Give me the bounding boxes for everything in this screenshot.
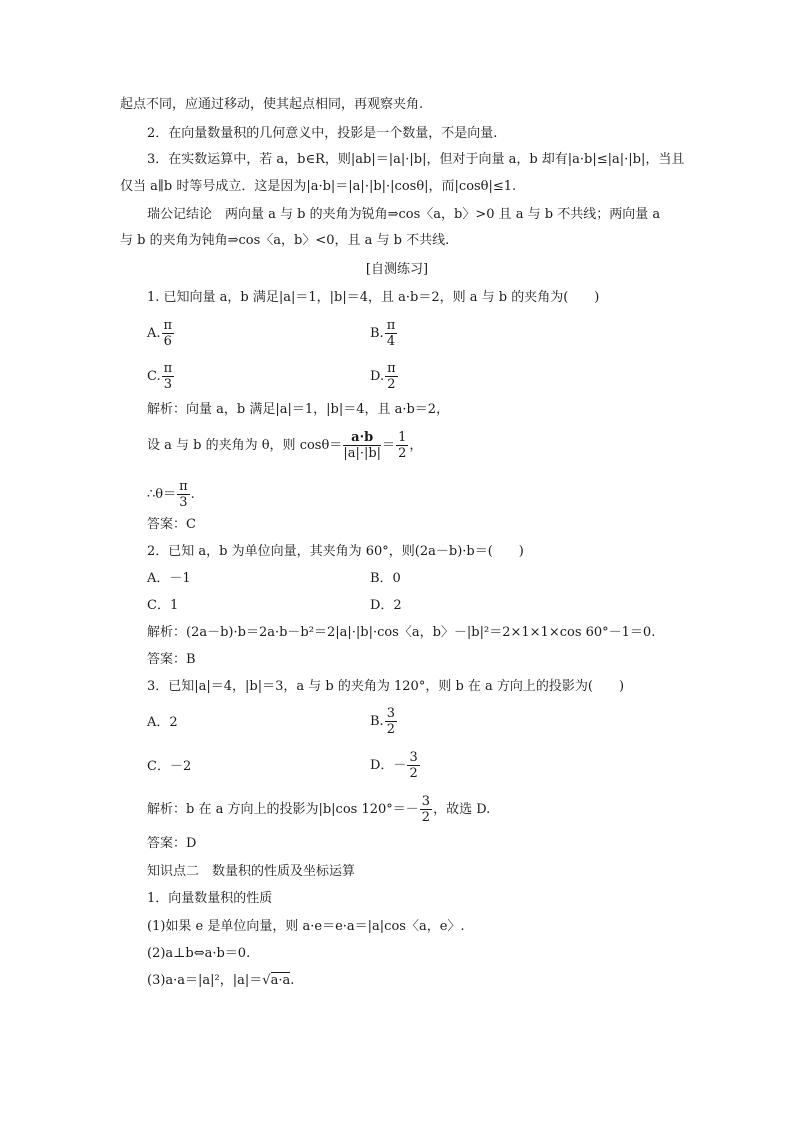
q1-solution-line-2: 设 a 与 b 的夹角为 θ，则 cosθ＝ $\frac{a\cdot b}{|a|\cdot|b|}$ ＝ $\frac{1}{2}$ ， bbox=[147, 430, 423, 461]
q3-solution: 解析：b 在 a 方向上的投影为|b|cos 120°＝－ $\frac{3}{2}$ ，故选 D. bbox=[147, 794, 491, 825]
q3-answer: 答案：D bbox=[147, 836, 197, 851]
q1-option-c: C. $\frac{\pi}{3}$ bbox=[147, 361, 173, 392]
q2-stem: 2．已知 a，b 为单位向量，其夹角为 60°，则(2a－b)·b＝( ) bbox=[147, 544, 524, 559]
sqrt-sign: √ bbox=[262, 973, 271, 988]
intro-line-6: 与 b 的夹角为钝角⇒cos〈a，b〉<0，且 a 与 b 不共线. bbox=[120, 233, 450, 248]
kp2-subtitle: 1．向量数量积的性质 bbox=[147, 891, 273, 906]
q1-answer: 答案：C bbox=[147, 517, 196, 532]
kp2-title: 知识点二 数量积的性质及坐标运算 bbox=[147, 864, 356, 879]
q3-stem: 3．已知|a|＝4，|b|＝3，a 与 b 的夹角为 120°，则 b 在 a 方向上的投影为( ) bbox=[147, 679, 625, 694]
q2-option-b: B．0 bbox=[370, 571, 401, 586]
q3-option-c: C．－2 bbox=[147, 759, 192, 774]
q2-option-d: D．2 bbox=[370, 598, 402, 613]
q1-option-b: B. $\frac{\pi}{4}$ bbox=[370, 318, 396, 349]
q1-option-d: D. $\frac{\pi}{2}$ bbox=[370, 361, 396, 392]
q1-solution-line-3: ∴θ＝ $\frac{\pi}{3}$ . bbox=[147, 479, 195, 510]
q1-stem: 1. 已知向量 a，b 满足|a|＝1，|b|＝4，且 a·b＝2，则 a 与 b 的夹角为( ) bbox=[147, 290, 600, 305]
kp2-property-2: (2)a⊥b⇔a·b＝0. bbox=[147, 946, 251, 961]
q3-option-b: B. $\frac{3}{2}$ bbox=[370, 706, 395, 737]
q2-answer: 答案：B bbox=[147, 652, 196, 667]
q2-solution: 解析：(2a－b)·b＝2a·b－b²＝2|a|·|b|·cos〈a，b〉－|b|²＝2×1×1×cos 60°－1＝0. bbox=[147, 625, 656, 640]
q3-option-a: A．2 bbox=[147, 715, 178, 730]
q1-option-a: A. $\frac{\pi}{6}$ bbox=[147, 318, 173, 349]
q2-option-c: C．1 bbox=[147, 598, 179, 613]
intro-line-4: 仅当 a∥b 时等号成立．这是因为|a·b|＝|a|·|b|·|cosθ|，而|cosθ|≤1. bbox=[120, 179, 517, 194]
q1-solution-line-1: 解析：向量 a，b 满足|a|＝1，|b|＝4，且 a·b＝2， bbox=[147, 402, 450, 417]
q2-option-a: A．－1 bbox=[147, 571, 191, 586]
kp2-property-3: (3)a·a＝|a|²，|a|＝√a·a. bbox=[147, 973, 295, 988]
intro-line-2: 2．在向量数量积的几何意义中，投影是一个数量，不是向量. bbox=[147, 126, 498, 141]
section-title: [自测练习] bbox=[365, 262, 429, 277]
intro-line-1: 起点不同，应通过移动，使其起点相同，再观察夹角. bbox=[120, 97, 424, 112]
kp2-property-1: (1)如果 e 是单位向量，则 a·e＝e·a＝|a|cos〈a，e〉. bbox=[147, 919, 465, 934]
intro-line-3: 3．在实数运算中，若 a，b∈R，则|ab|＝|a|·|b|，但对于向量 a，b 却有|a·b|≤|a|·|b|，当且 bbox=[147, 152, 685, 167]
q3-option-d: D．－ $\frac{3}{2}$ bbox=[370, 750, 418, 781]
intro-line-5: 瑞公记结论 两向量 a 与 b 的夹角为锐角⇒cos〈a，b〉>0 且 a 与 b 不共线；两向量 a bbox=[147, 207, 661, 222]
